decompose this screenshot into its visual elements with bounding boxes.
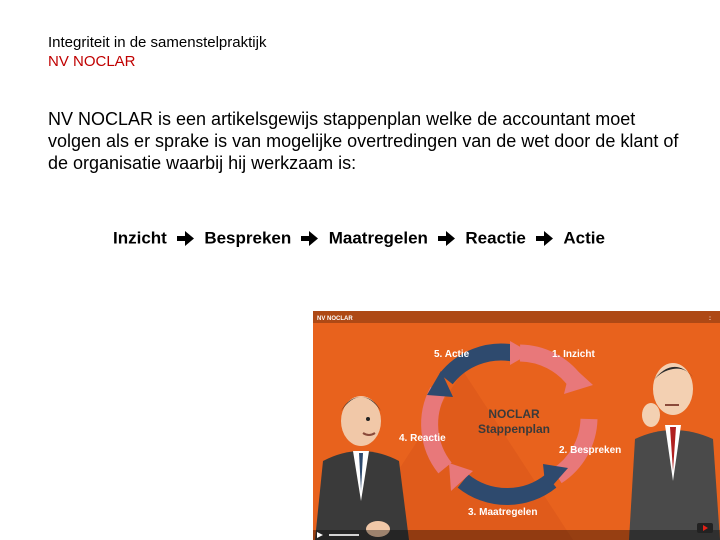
arrow-right-icon [536,231,553,246]
step-maatregelen: Maatregelen [328,228,428,248]
video-player[interactable] [313,311,720,540]
arrow-right-icon [438,231,455,246]
step-actie: Actie [563,228,605,248]
step-inzicht: Inzicht [113,228,167,248]
cycle-label-4: 4. Reactie [399,433,446,444]
video-frame [313,311,720,540]
video-title-label: NV NOCLAR [317,316,353,322]
volume-indicator[interactable] [329,534,359,536]
cycle-label-5: 5. Actie [434,349,470,360]
cycle-label-1: 1. Inzicht [552,349,595,360]
arrow-right-icon [177,231,194,246]
cycle-center-subtitle: Stappenplan [477,422,551,436]
slide-body-text: NV NOCLAR is een artikelsgewijs stappenplan welke de accountant moet volgen als er sprake is van mogelijke overtredingen van de wet door de klant of de organisatie waarbij hij werkzaam is: [48,109,679,173]
steps-sequence [113,228,605,249]
arrow-right-icon [301,231,318,246]
step-reactie: Reactie [465,228,526,248]
slide-title: Integriteit in de samenstelpraktijk [48,34,267,51]
step-bespreken: Bespreken [204,228,292,248]
slide-subtitle: NV NOCLAR [48,53,136,70]
cycle-label-3: 3. Maatregelen [468,507,538,518]
cycle-label-2: 2. Bespreken [559,445,622,456]
video-info-label: : [709,316,711,322]
cycle-center-title: NOCLAR [488,407,540,421]
